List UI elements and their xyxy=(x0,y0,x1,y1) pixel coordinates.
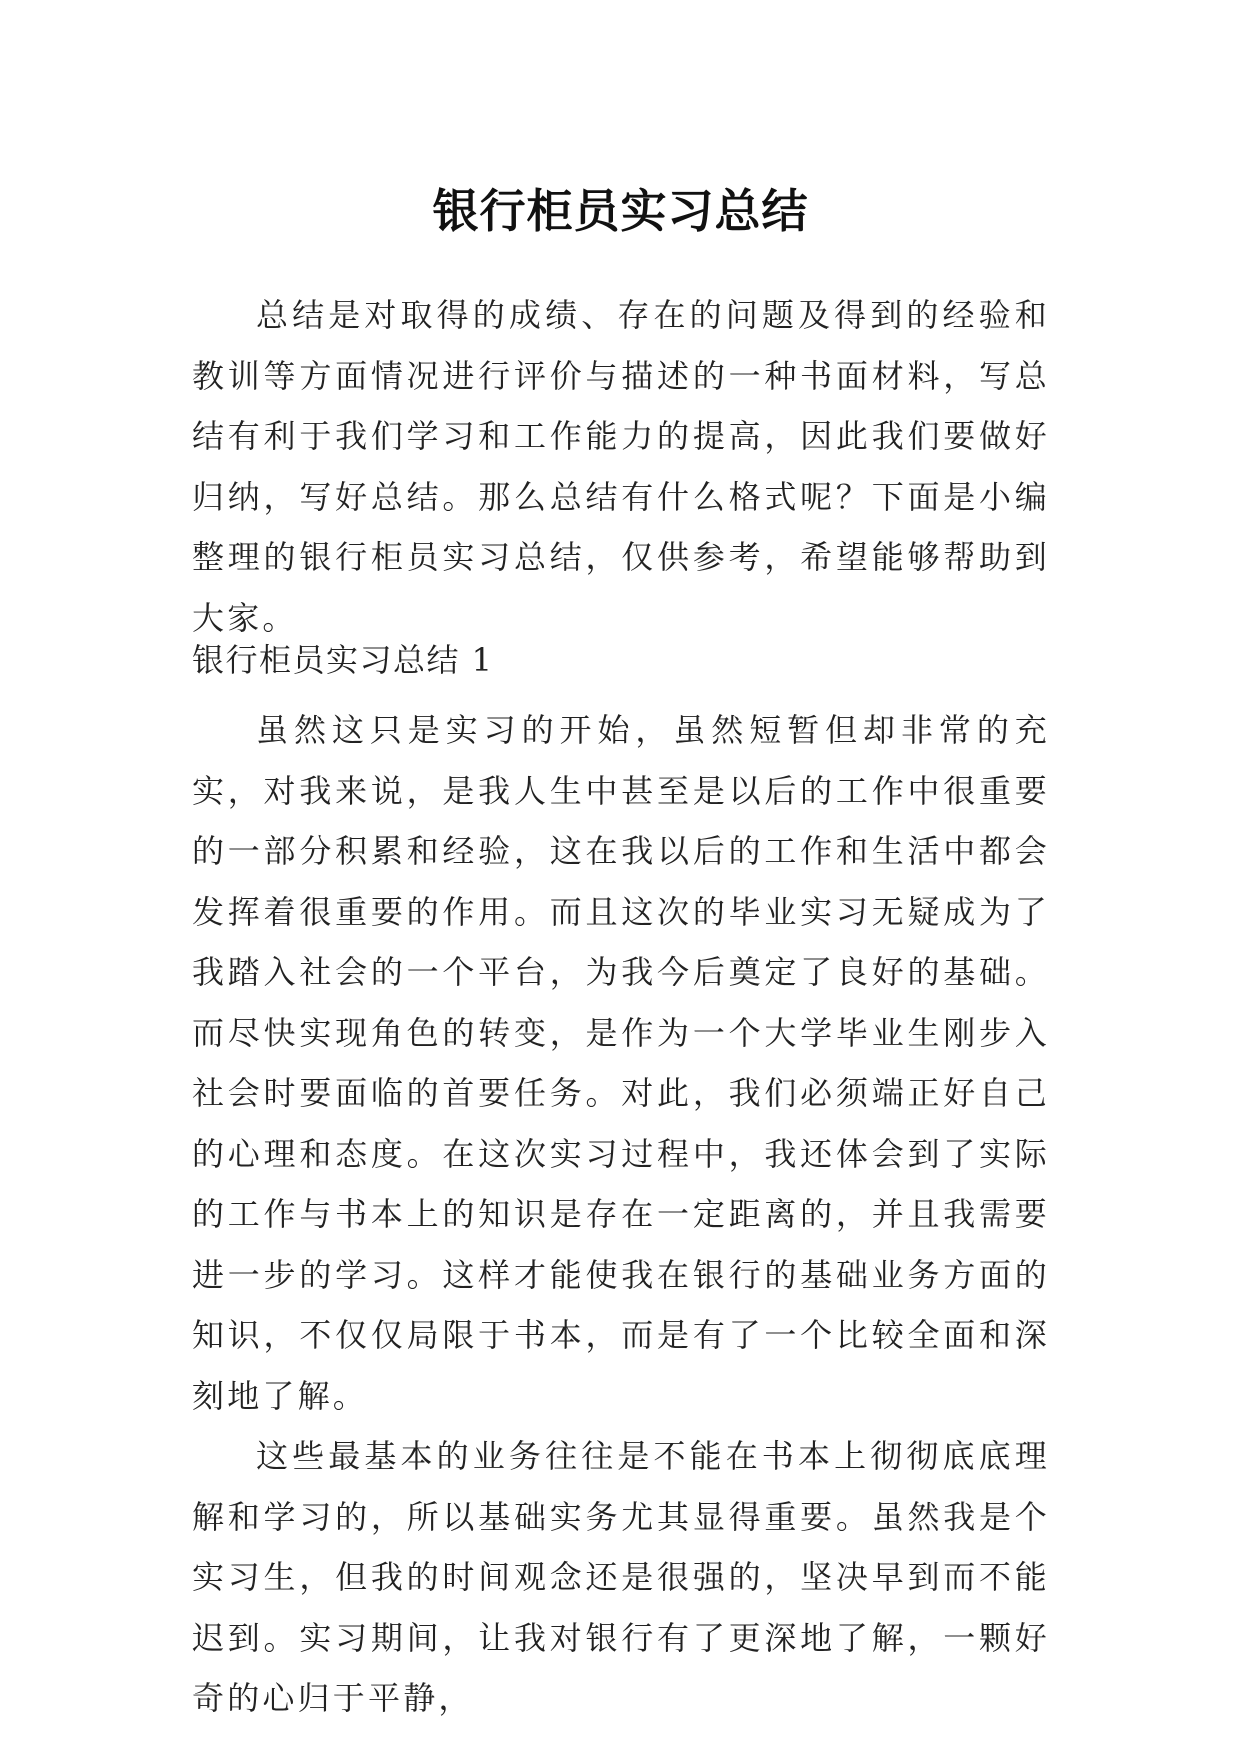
intro-paragraph: 总结是对取得的成绩、存在的问题及得到的经验和教训等方面情况进行评价与描述的一种书面材料，写总结有利于我们学习和工作能力的提高，因此我们要做好归纳，写好总结。那么总结有什么格式呢？下面是小编整理的银行柜员实习总结，仅供参考，希望能够帮助到大家。 xyxy=(192,296,1050,637)
intro-block xyxy=(192,285,1050,648)
document-title: 银行柜员实习总结 xyxy=(432,183,809,238)
body-paragraph-2: 这些最基本的业务往往是不能在书本上彻彻底底理解和学习的，所以基础实务尤其显得重要。虽然我是个实习生，但我的时间观念还是很强的，坚决早到而不能迟到。实习期间，让我对银行有了更深地了解，一颗好奇的心归于平静， xyxy=(192,1437,1050,1717)
section-body xyxy=(192,700,1050,1729)
body-paragraph-1: 虽然这只是实习的开始，虽然短暂但却非常的充实，对我来说，是我人生中甚至是以后的工作中很重要的一部分积累和经验，这在我以后的工作和生活中都会发挥着很重要的作用。而且这次的毕业实习无疑成为了我踏入社会的一个平台，为我今后奠定了良好的基础。而尽快实现角色的转变，是作为一个大学毕业生刚步入社会时要面临的首要任务。对此，我们必须端正好自己的心理和态度。在这次实习过程中，我还体会到了实际的工作与书本上的知识是存在一定距离的，并且我需要进一步的学习。这样才能使我在银行的基础业务方面的知识，不仅仅局限于书本，而是有了一个比较全面和深刻地了解。 xyxy=(192,711,1050,1415)
section-heading: 银行柜员实习总结 1 xyxy=(192,641,494,679)
